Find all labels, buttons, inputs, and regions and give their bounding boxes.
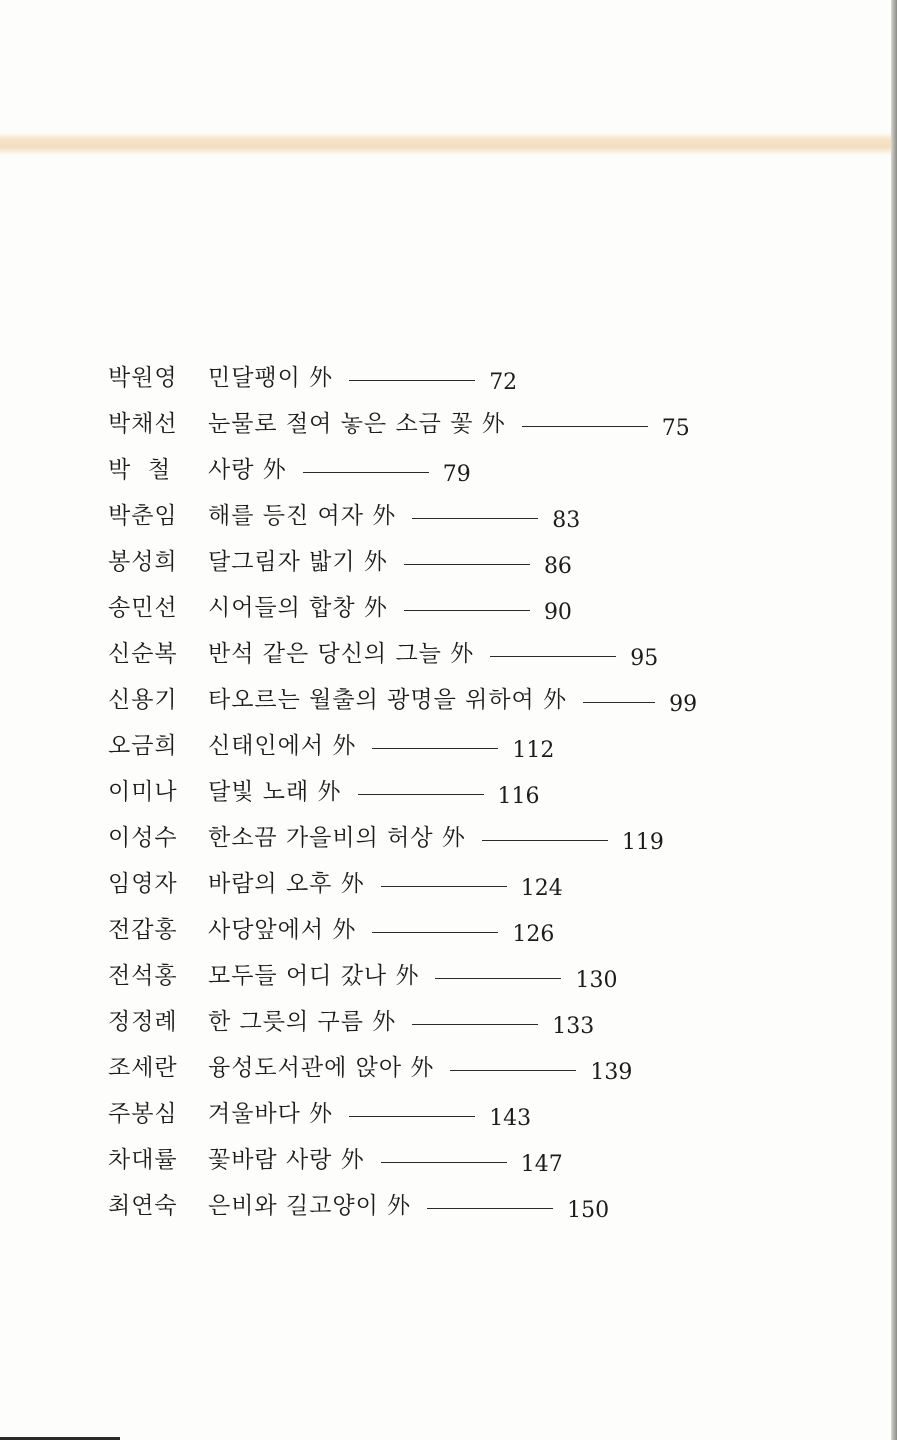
page-number: 126 [512,922,555,947]
work-title: 시어들의 합창 外 [208,595,388,621]
author-name: 정정례 [108,1009,178,1035]
leader-line [404,610,530,611]
leader-line [372,748,498,749]
page-number: 133 [552,1014,595,1039]
page-number: 116 [497,784,540,809]
page-number: 130 [575,968,618,993]
author-name: 오금희 [108,733,178,759]
work-title: 모두들 어디 갔나 外 [208,963,420,989]
author-name: 전갑홍 [108,917,178,943]
page-number: 150 [567,1198,610,1223]
toc-entry[interactable] [108,953,788,999]
author-name: 신순복 [108,641,178,667]
author-name: 임영자 [108,871,178,897]
author-name: 이미나 [108,779,178,805]
author-name: 이성수 [108,825,178,851]
toc-entry[interactable] [108,723,788,769]
toc-entry[interactable] [108,631,788,677]
toc-entry[interactable] [108,493,788,539]
page-number: 72 [489,370,518,395]
leader-line [435,978,561,979]
leader-line [412,518,538,519]
toc-entry[interactable] [108,585,788,631]
leader-line [349,380,475,381]
page-edge [891,0,897,1440]
leader-line [349,1116,475,1117]
author-name: 박원영 [108,365,178,391]
work-title: 반석 같은 당신의 그늘 外 [208,641,475,667]
author-name: 신용기 [108,687,178,713]
toc-entry[interactable] [108,447,788,493]
work-title: 타오르는 월출의 광명을 위하여 外 [208,687,568,713]
toc-entry[interactable] [108,861,788,907]
author-name: 박채선 [108,411,178,437]
toc-entry[interactable] [108,401,788,447]
leader-line [412,1024,538,1025]
toc-entry[interactable] [108,539,788,585]
page-number: 99 [669,692,698,717]
page-number: 90 [543,600,572,625]
leader-line [372,932,498,933]
page-number: 75 [661,416,690,441]
work-title: 사당앞에서 外 [208,917,357,943]
toc-entry[interactable] [108,769,788,815]
toc-entry[interactable] [108,907,788,953]
leader-line [404,564,530,565]
toc-entry[interactable] [108,1137,788,1183]
work-title: 사랑 外 [208,457,287,483]
work-title: 민달팽이 外 [208,365,334,391]
author-name: 박 철 [108,457,172,483]
author-name: 차대률 [108,1147,178,1173]
work-title: 바람의 오후 外 [208,871,365,897]
author-name: 주봉심 [108,1101,178,1127]
author-name: 전석홍 [108,963,178,989]
work-title: 눈물로 절여 놓은 소금 꽃 外 [208,411,506,437]
work-title: 융성도서관에 앉아 外 [208,1055,435,1081]
page-number: 79 [442,462,471,487]
leader-line [490,656,616,657]
work-title: 한소끔 가을비의 허상 外 [208,825,466,851]
author-name: 조세란 [108,1055,178,1081]
leader-line [381,886,507,887]
work-title: 달그림자 밟기 外 [208,549,388,575]
leader-line [583,702,655,703]
page-number: 95 [630,646,659,671]
toc-entry[interactable] [108,1183,788,1229]
toc-entry[interactable] [108,677,788,723]
leader-line [482,840,608,841]
work-title: 겨울바다 外 [208,1101,334,1127]
toc-entry[interactable] [108,355,788,401]
page-number: 143 [489,1106,532,1131]
author-name: 송민선 [108,595,178,621]
page-number: 124 [520,876,563,901]
toc-entry[interactable] [108,1045,788,1091]
leader-line [381,1162,507,1163]
page-number: 139 [590,1060,633,1085]
decorative-band [0,133,897,155]
toc-entry[interactable] [108,1091,788,1137]
author-name: 박춘임 [108,503,178,529]
author-name: 최연숙 [108,1193,178,1219]
leader-line [358,794,484,795]
leader-line [522,426,648,427]
toc-entry[interactable] [108,999,788,1045]
work-title: 해를 등진 여자 外 [208,503,397,529]
work-title: 신태인에서 外 [208,733,357,759]
leader-line [303,472,429,473]
table-of-contents [108,355,788,1229]
page-number: 119 [621,830,664,855]
work-title: 달빛 노래 外 [208,779,342,805]
page-number: 83 [552,508,581,533]
leader-line [450,1070,576,1071]
toc-entry[interactable] [108,815,788,861]
page-number: 147 [520,1152,563,1177]
work-title: 꽃바람 사랑 外 [208,1147,365,1173]
work-title: 한 그릇의 구름 外 [208,1009,397,1035]
author-name: 봉성희 [108,549,178,575]
page-number: 112 [512,738,555,763]
page-number: 86 [543,554,572,579]
leader-line [427,1208,553,1209]
work-title: 은비와 길고양이 外 [208,1193,412,1219]
